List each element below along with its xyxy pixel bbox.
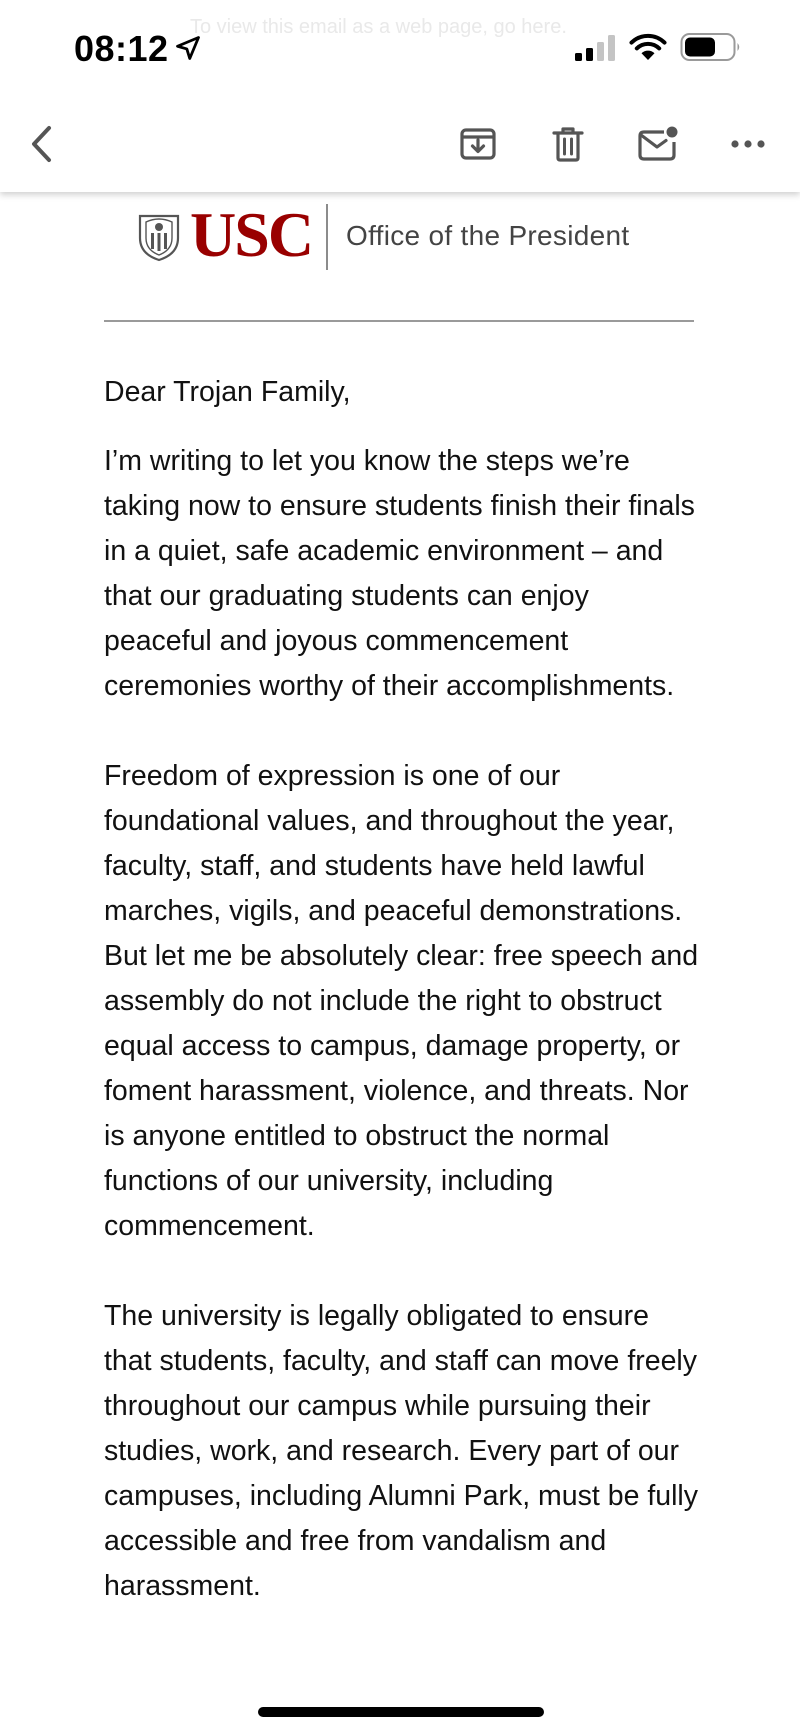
more-options-button[interactable] bbox=[720, 116, 776, 172]
office-label: Office of the President bbox=[346, 220, 630, 251]
archive-button[interactable] bbox=[450, 116, 506, 172]
delete-button[interactable] bbox=[540, 116, 596, 172]
home-indicator[interactable] bbox=[258, 1707, 544, 1717]
usc-wordmark: USC bbox=[190, 199, 313, 270]
email-paragraph: Freedom of expression is one of our foundational values, and throughout the year, faculty, staff, and students have held lawful marches, vigils, and peaceful demonstrations. But let me be absolutely clear: free speech and assembly do not include the right to obstruct equal access to campus, damage property, or foment harassment, violence, and threats. Nor is anyone entitled to obstruct the normal functions of our university, including commencement. bbox=[104, 760, 699, 1242]
banner-divider bbox=[326, 204, 328, 270]
mail-unread-icon bbox=[636, 124, 680, 164]
email-paragraph: The university is legally obligated to ensure that students, faculty, and staff can move freely throughout our campus while pursuing their studies, work, and research. Every part of our campuses, including Alumni Park, must be fully accessible and free from vandalism and harassment. bbox=[104, 1300, 699, 1602]
status-time: 08:12 bbox=[74, 28, 169, 69]
location-arrow-icon bbox=[174, 34, 202, 62]
email-paragraph: I’m writing to let you know the steps we’re taking now to ensure students finish their finals in a quiet, safe academic environment – and that our graduating students can enjoy peaceful and joyous commencement ceremonies worthy of their accomplishments. bbox=[104, 445, 695, 702]
back-button[interactable] bbox=[14, 116, 70, 172]
email-header-banner bbox=[138, 198, 658, 272]
chevron-left-icon bbox=[25, 124, 59, 164]
usc-seal-icon bbox=[138, 212, 180, 262]
more-horizontal-icon bbox=[728, 138, 768, 150]
battery-icon bbox=[680, 32, 742, 62]
web-view-hint-text: To view this email as a web page, go here. bbox=[190, 16, 567, 38]
header-divider bbox=[104, 320, 694, 322]
mail-toolbar bbox=[0, 96, 800, 192]
trash-icon bbox=[548, 124, 588, 164]
status-bar bbox=[0, 0, 800, 96]
email-greeting: Dear Trojan Family, bbox=[104, 376, 351, 408]
mark-unread-button[interactable] bbox=[630, 116, 686, 172]
archive-icon bbox=[458, 124, 498, 164]
wifi-icon bbox=[628, 32, 668, 62]
email-body bbox=[104, 370, 704, 1654]
cellular-signal-icon bbox=[574, 34, 618, 62]
